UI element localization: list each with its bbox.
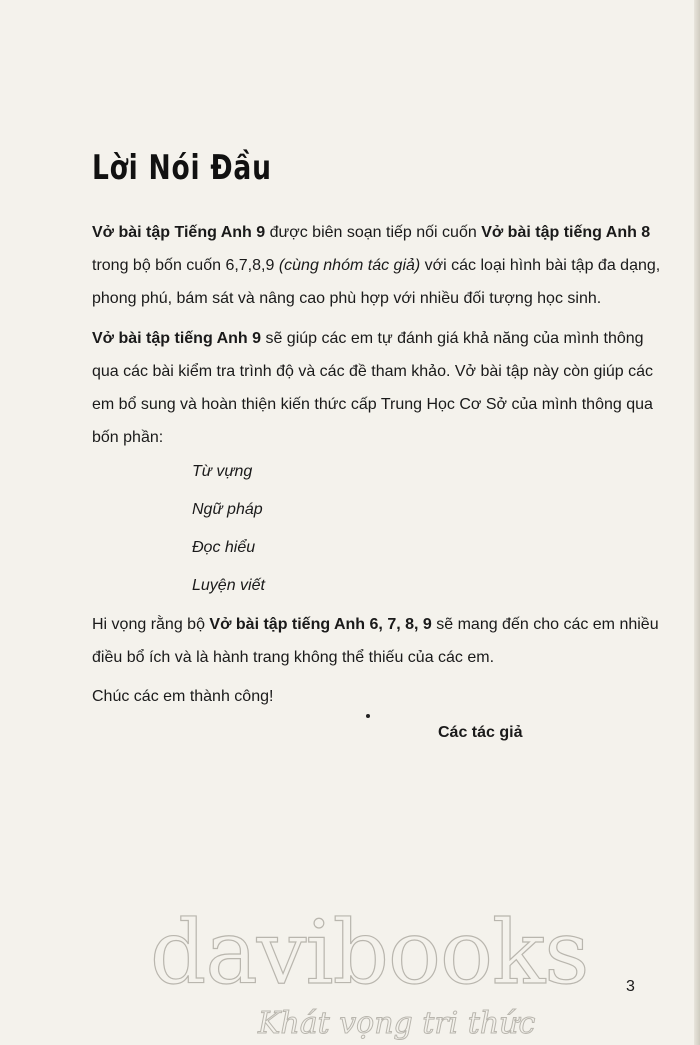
purpose-text: sẽ giúp các em tự đánh giá khả năng của mình thông qua các bài kiểm tra trình độ và các đề tham khảo. Vở bài tập này còn giúp các em bổ sung và hoàn thiện kiến thức cấp Trung Học Cơ Sở của mình thông qua bốn phần:: [92, 330, 654, 446]
intro-text-2: trong bộ bốn cuốn 6,7,8,9: [92, 257, 279, 274]
watermark-brand: davibooks: [150, 901, 589, 1004]
closing-line: Chúc các em thành công!: [92, 688, 274, 705]
page-edge-shadow: [694, 0, 700, 1045]
watermark-tagline: Khát vọng tri thức: [258, 1006, 536, 1041]
page-number: 3: [626, 978, 635, 995]
hope-text-1: Hi vọng rằng bộ: [92, 616, 210, 633]
list-item-grammar: Ngữ pháp: [192, 501, 263, 518]
page-title: Lời Nói Đầu: [92, 148, 272, 188]
series-title: Vở bài tập tiếng Anh 6, 7, 8, 9: [209, 616, 432, 633]
signature: Các tác giả: [438, 724, 523, 741]
purpose-paragraph: [92, 322, 672, 454]
book9-title-repeat: Vở bài tập tiếng Anh 9: [92, 330, 262, 347]
parts-list: [192, 455, 265, 607]
intro-paragraph: [92, 216, 672, 315]
authors-group-note: (cùng nhóm tác giả): [278, 257, 421, 274]
ink-dot: [366, 714, 370, 718]
hope-text-2: sẽ mang đến cho các em nhiều điều bổ ích và là hành trang không thể thiếu của các em.: [92, 616, 659, 666]
list-item-reading: Đọc hiểu: [192, 539, 256, 556]
list-item-writing: Luyện viết: [192, 577, 265, 594]
intro-text-1: được biên soạn tiếp nối cuốn: [265, 224, 482, 241]
hope-paragraph: [92, 608, 672, 674]
book8-title: Vở bài tập tiếng Anh 8: [481, 224, 651, 241]
book9-title: Vở bài tập Tiếng Anh 9: [92, 224, 266, 241]
list-item-vocabulary: Từ vựng: [192, 463, 253, 480]
intro-text-3: với các loại hình bài tập đa dạng, phong phú, bám sát và nâng cao phù hợp với nhiều đối tượng học sinh.: [92, 257, 661, 307]
